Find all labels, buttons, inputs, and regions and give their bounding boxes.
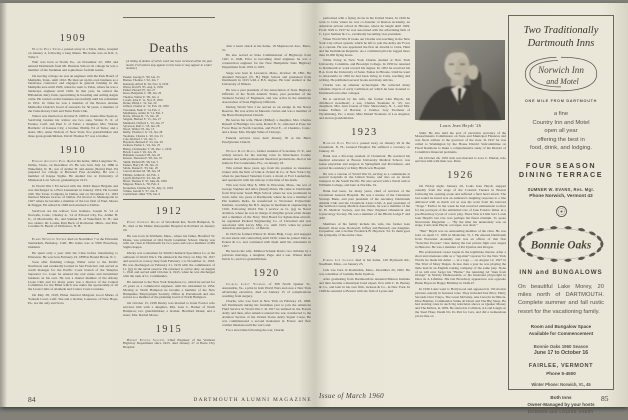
obit-text: He was a veteran of World War II, serving as a commander at several hospitals in the United States, and also on an attack transport in the South Pacific. He also served with a Naval unit at Williams College, and later at Norfolk, Va. — [319, 171, 410, 188]
obit-text: died at his home, 3404 Longview St., Dallas, Texas, on December 23. He was born July 14, 1886 at Wakefield, N. H., son of Arthur H. and Annie (Nairn) Paul. Ed prepared for college at Brewster Free Academy. He was a member of Kappa Sigma. He studied law at University of Minnesota Law School, graduating in 1913. — [28, 158, 118, 183]
ad-feature-line2: DINING TERRACE — [518, 170, 604, 180]
obit-text: He spent only a year with the Class before transferring to Princeton. He was born February 22, 1888 in Bound Brook, N. J. — [28, 250, 118, 259]
ad-both-inns: Both Inns — [550, 395, 572, 401]
death-list-entry: Enders, Harry H. '29, Jan. 21 — [123, 162, 159, 167]
obit-section-1920-cont — [319, 17, 410, 121]
obit-text: He returned to the New York Telephone Co. which he served for 25 years as a commercial engineer, until his retirement in 1954. Moving to North Hampton he became a member of the New Hampshire Employment Security Office in Portsmouth and also served as a member of the planning board of North Hampton. — [123, 279, 215, 300]
obit-paragraph — [123, 302, 215, 318]
norwich-logo-text-1: Norwich Inn — [538, 65, 584, 76]
obit-name: Walter Eule Thomas — [32, 47, 64, 51]
obit-text: During World War I he served as an ensign in the Naval Reserve. He was active in Masonic circles and was a member of the Barre Presbyterian Church. — [222, 105, 311, 117]
obit-paragraph — [222, 137, 311, 145]
obit-section-1924-cont — [415, 132, 506, 165]
obit-paragraph — [319, 17, 410, 37]
ad-description-line: a fine — [553, 111, 569, 117]
obit-paragraph — [222, 250, 311, 262]
left-column-2 — [123, 17, 215, 394]
obit-section-1915-davis — [222, 150, 311, 262]
obit-text: Hank had been, for many years, chief of services of the Claremont General Hospital. He was a trustee of the Claremont Savings Bank, and past president of the Ascutney Dartmouth Alumni Club and the Claremont Lions Club. A past president of the Sullivan County Medical Association, he was a member of the N. H. Medical Society, and the New England Obstetrical and Gynecology Society. He was a member of the Hiram Lodge F and AM. — [319, 188, 410, 221]
ad-feature-line1: FOUR SEASON — [525, 160, 597, 170]
obit-paragraph — [319, 142, 410, 154]
death-list-entry: Heydt, Louis J. '26, Jan. 29 — [123, 149, 157, 154]
obit-paragraph — [123, 252, 215, 279]
obit-text: Walter was married on October 8, 1909 to Jeanie Mae Spencer. Surviving besides his widow are two sons, Walter E. Jr. of Eureka, Calif. and Paul S. of Tulsa; a daughter, Mrs. Warren Bartholic of Kansas City; a brother, Phillip '04 of Tulsa; and a sister, Mrs. Anna Nichols of New York; five grandchildren and three great-grandchildren. David Thomas '07 was a brother. — [28, 114, 118, 138]
obit-text: His professional career began in the legitimate theatre. After a short and strenuous stint as a “leg-man” reporter for the New York World, he made his debut — in a toga — on August 12, 1927 in The Trial of Mary Dugan. In less than a year he was playing the male lead in an English touring company of the same play. None of us will ever forget his “Home,” the returning GI “man from Orange” in Strictly Dishonorable, or his frustrated playwright in Once In A Lifetime. His last Broadway appearance was opposite Helen Hayes in Happy Birthday in 1946-47. — [415, 250, 506, 286]
divider — [123, 199, 215, 200]
obit-text: While living in New York Charlie studied at New York University, Columbia, and Brooklyn College. In 1950 he returned to Dartmouth to work toward his degree. In 1952 he received his B.A. from the University of Santo Tomas in Havana. Until he went to Alexandria in 1956 he had been living in Cuba, teaching and writing. He published several books and many articles. — [319, 58, 410, 82]
obit-text: He is survived by his wife, the former Lilia Huyck, his childhood sweetheart; a son, Charles Yeomans Jr. '45; two daughters, Mrs. Jean Cuesta of New Shrewsbury, N. J., and Mrs. Janine Enfiere of Havana; a brother, Guy Yeomans of Wyomissing, Pa.; a sister, Miss Muriel Yeomans of Los Angeles; and eleven grandchildren. — [319, 96, 410, 121]
obit-text: passed away on January 29 in the Claremont, N. H., General Hospital. He suffered a coronary on January 19. — [319, 141, 410, 153]
class-year-heading-1924: 1924 — [351, 244, 378, 256]
ad-season-label: Bonnie Oaks 1960 Season — [533, 343, 589, 349]
ad-title-line2: Dartmouth Inns — [527, 38, 595, 49]
death-list-entry: Stride, Duane E. '33, Jan. 18 — [123, 166, 158, 171]
class-year-heading-1915: 1915 — [155, 323, 183, 335]
left-column-1 — [28, 33, 118, 393]
obit-paragraph — [222, 329, 311, 333]
obit-section-1920 — [222, 283, 311, 333]
obit-paragraph — [319, 84, 410, 96]
deaths-note: [A listing of deaths of which word has been received within the past month. Full notices may appear in this issue or may appear in a later number.] — [126, 59, 212, 71]
obit-text: Stahr. He also held the post of executive secretary of the Massachusetts Commission on State and Municipal Finances and was fiscal adviser to the governor of the state. In 1947 he was called to Washington by the House District Subcommittee on Fiscal Relations to make a comprehensive study of the District of Columbia's financial problems. — [415, 130, 506, 155]
obit-paragraph — [415, 288, 506, 319]
obit-paragraph — [28, 261, 118, 292]
obit-section-1912 — [123, 221, 215, 317]
obit-paragraph — [222, 283, 311, 299]
obit-section-1910b — [28, 238, 118, 305]
ad-season-dates: June 17 to October 16 — [533, 350, 589, 357]
photo-caption: Louis Jean Heydt '26 — [439, 122, 482, 128]
obit-paragraph — [319, 223, 410, 239]
death-list-entry: Syverson, Rolf C. '18, Jan. 28 — [123, 123, 160, 128]
death-list-entry: Carroll, Robert M. '38, Jan. 18 — [123, 169, 161, 174]
ad-body-text: On beautiful Lake Morey, 20 miles north of DARTMOUTH. Complete summer and fall rustic resort for the vacationing family. — [518, 283, 604, 315]
obit-text: Win retired three years ago from his position as insurance broker with the firm of John A. Eckert & Co. of New York City, when he purchased Venetian Court, a motel at Fort Lauderdale, and operated it with his wife up to the time of his death. — [222, 166, 311, 182]
obit-paragraph — [319, 259, 410, 267]
obit-paragraph — [123, 281, 215, 301]
death-list-entry: Smith, Richard H. '28, Jan. 5 — [123, 159, 159, 164]
ad-title-line1: Two Traditionally — [523, 25, 599, 36]
obit-paragraph — [28, 252, 118, 260]
obit-paragraph — [415, 157, 506, 165]
ad-feature — [509, 161, 613, 180]
obit-paragraph — [319, 98, 410, 121]
death-list-entry: Lovell, John P. '11, Nov. 8, 1959 — [123, 97, 163, 102]
issue-footer: Issue of March 1960 — [319, 392, 385, 400]
obit-text: He leaves his wife, Hazel (Miller); a daughter, Mrs. Charles Russell of Hastings; two sons, Robert E. Jr., stationed at Pope Air Force Base in North Carolina, and Fred E., of Cheshire, Conn.; and a sister, Mrs. Dwight Stiles of Chicago. — [222, 118, 311, 135]
obit-text: Sarge was born in Lawrence, Mass., October 18, 1891. He attended Newport (N. H.) High School and graduated from Dartmouth in 1915 with a B.S. degree. He later studied at the University of Illinois. — [222, 70, 311, 87]
obit-paragraph — [28, 294, 118, 306]
death-list-entry: Yeomans, Charles L. '20, Jan. 15 — [123, 133, 163, 138]
obit-paragraph — [415, 185, 506, 228]
death-list-entry: Oliver, Karl H. '05, Aug. 9, 1959 — [123, 84, 163, 89]
death-list-entry: Haydock, Bernard P. '23, Jan. 29 — [123, 140, 163, 145]
obit-paragraph — [222, 89, 311, 105]
obit-text: after a heart attack at his home, 18 Maplewood Ave., Barre, Vt. — [222, 44, 311, 52]
obit-name: Hubert Eugene Sargent — [127, 337, 165, 342]
class-year-heading-1910: 1910 — [59, 144, 87, 156]
obit-paragraph — [222, 167, 311, 183]
ad-owner-managed: Owner-Managed by your hosts — [527, 401, 595, 407]
obit-text: Survivors are his widow; four brothers, Joseph N. '12 of Norwalk, Conn., Chesley A. '14 of Elwood City, Pa., Arthur H. Jr., of Morrisville, Pa., and Samuel H. of Wakefield, N. H.; and two sisters, Dr. Louise Paul Beck of Rochester, Minn., and Mrs. Caroline N. Beach of Wolfeboro, N. H. — [28, 208, 118, 229]
obit-paragraph — [222, 233, 311, 249]
ad-description-line: offering the best in — [537, 136, 585, 143]
obit-text: He was a past president of the Association of State Highway Officials of the North Atlantic States, past president of the Vermont Society of Engineers, and was active in the American Association of State Highway Officials. — [222, 87, 311, 104]
class-year-heading-1909: 1909 — [59, 33, 87, 44]
obit-paragraph — [415, 230, 506, 250]
obit-section-1909 — [28, 48, 118, 139]
obit-paragraph — [28, 48, 118, 60]
obit-paragraph — [222, 45, 311, 53]
obit-text: “Ben” Heydt was an outstanding member of the class. He was born on April 17, 1905 in Montclair, N. J. He entered Dartmouth from Worcester Academy and was an officer of that first “Selective Process” class during the last picture fight ever staged in Hanover. He was a member of Psi Upsilon and Dragon. — [415, 228, 506, 249]
obit-paragraph — [415, 251, 506, 286]
obit-text: Jack was born in Roslindale, Mass., December 20, 1902. He was a member of Gamma Delta Upsilon. — [319, 267, 410, 276]
obit-paragraph — [222, 300, 311, 327]
class-year-heading-1912: 1912 — [155, 206, 183, 218]
death-list-entry: Magoon, Bruce A. '50, Feb. 4 — [123, 182, 160, 187]
obit-paragraph — [222, 72, 311, 88]
death-list-entry: Gilbert, Chester A. '12, Feb. 24, 1959 — [123, 104, 169, 109]
obit-text: For a short time following the war, Charlie — [226, 328, 285, 332]
ad-hosts: DOREEN and LOUISE AVERY — [527, 408, 595, 414]
obit-name: Winsor Rand Davis — [226, 149, 255, 153]
magazine-spread — [0, 3, 628, 414]
death-list-entry: Schine, Gerald S. '57, Jan. 8 — [123, 188, 158, 193]
obit-paragraph — [319, 38, 410, 58]
obit-text: When World War II broke out Charlie was teaching in the New York City school system, which he left to join the Army Air Force as a captain. He was appointed the first air attaché to Cuba, Haiti and the Dominican Republic. As a command pilot he logged more than 10,000 flying hours. — [319, 37, 410, 57]
obit-text: On Friday night, January 29, Louis Jean Heydt, stepped casually from the stage of the Colonial Theatre in Boston following his opening scene and suffered a fatal heart attack. The last sound he heard was an audience's laughing response to a line delivered with as much wit as was his wont from his beloved “Stage.” Earlier in the week he had received enthusiastic notices for his portrayal of the embattled role of Jane Fonda's father in a pre-Broadway tryout of a new play, There Was A Little Girl. Louis Jean Heydt's last role was perhaps his finest triumph. To quote Newsweek Magazine — “By the time his understudy was on stage, Louis Jean Heydt, a trouper, was dead.” — [415, 184, 506, 228]
ad-title — [509, 24, 613, 50]
ad-tagline: ONE MILE FROM DARTMOUTH — [524, 99, 598, 103]
obit-text: In 1925 he formed Winsor R. Davis Bldg. Corp. and engaged in real estate and contracting until 1930, when he joined John A. Eckert & Co. and continued with them until his retirement in 1957. — [222, 231, 311, 248]
obit-text: Charlie was an amateur archeologist. He collected many valuable objects of early Caribbean art which he later donated to Dartmouth and other colleges. — [319, 83, 410, 96]
obit-paragraph — [415, 132, 506, 155]
obit-text: On October 26, 1935 Jack was married to Lora C. Phelan, who survives him with their son, Peter. — [415, 155, 506, 164]
obit-text: Charlie, who was born in New York on February 23, 1898, left Dartmouth during his freshman year to join the American Field Service in World War I. In 1917 he enlisted in the French Army and then, after America entered the war, transferred to the Aviation Section of the United States Army Signal Corps. He was commissioned a second lieutenant in France and flew combat missions until the war's end. — [222, 299, 311, 327]
obit-paragraph — [319, 155, 410, 171]
bonnie-oaks-wreath-logo — [511, 224, 611, 264]
magazine-footer: DARTMOUTH ALUMNI MAGAZINE — [193, 397, 312, 403]
death-list-entry: Lynch, Richard D. '43, Jan. 20 — [123, 175, 161, 180]
death-list-entry: Davis, Winsor R. '15, Jan. 18 — [123, 114, 159, 119]
left-column-3 — [222, 45, 311, 394]
obit-text: Win was born May 8, 1892 in Worcester, Mass., the son of George Stephen and Alice (Reed) Davis. He came to Dartmouth from Worcester South High School where he was prominent in track. After two years at Dartmouth, where he was a member of Phi Gamma Delta, he transferred to Worcester Polytechnic Institute, receiving his B.S. degree in mechanical engineering in 1916. Following World War I service as Lt. (jg) in Naval Aviation, where he was in charge of dirigible power plant design and a member of the Navy Trial Board for lighter-than-aircraft, he organized Packard Engineering Co. of Cleveland and was associated with Lavey Mfg. Co. until 1923, when he joined American Autoparts Co. of Detroit. — [222, 183, 311, 231]
death-list-entry: Kennedy, Alfred R. '02, Nov. 9, 1959 — [123, 81, 169, 86]
death-list-entry: Bailey, Christopher T. '26, Dec. 1, 1959 — [123, 146, 172, 151]
obit-name: Philip Jennison Drake — [127, 220, 160, 225]
bonnie-oaks-logo-text: Bonnie Oaks — [530, 239, 592, 252]
obit-text: After graduating from Dartmouth he attended Babson Institute and then became a municipal bond expert, first with C. D. Barney & Co., and later in his own firm, Jackson & Co., in New York. In 1948 he returned to Boston with the firm of Lyons and — [319, 277, 410, 293]
obit-name: Edward Augustus Paul — [32, 158, 66, 163]
page-number-left: 84 — [28, 395, 36, 404]
death-list-entry: Drake, Philip J. '12, Jan. 20 — [123, 101, 157, 106]
ad-space-note — [509, 323, 613, 338]
obit-text: passed away in a Tulsa, Okla., hospital on January 4, following a long illness. His home was on R.R. 2, Tulsa 5. — [28, 47, 118, 59]
obit-paragraph — [319, 269, 410, 277]
death-list-entry: Cole, Richard J. '22, Jan. 5 — [123, 136, 156, 141]
ad-subtitle: INN and BUNGALOWS — [519, 268, 603, 276]
ad-description — [509, 110, 613, 153]
death-list-entry: Reilly, Thomas J. Jr. '19, Jan. 28 — [123, 130, 163, 135]
obit-text: He was born in Waltham, Mass., where his father, Bradford W. Drake, was principal of Old North Grammar School. Ducky was with our class at Dartmouth for two years and was a member of Phi Sigma Kappa. — [123, 233, 215, 250]
ad-description-line: open all year — [544, 128, 578, 135]
obit-text: In 1936 Louis went to Hollywood and appeared in 150 motion pictures, usually in featured roles. They included Test Pilot, Thirty Seconds Over Tokyo, The Great McGinty, Abe Lincoln In Illinois, Dive Bomber, Commandos Strike At Dawn and The Big Sleep. He had starring roles in such big television shows as Quaker Money and The Killers, in 1959. He starred in Collision, A Loud Laugh on the Steel Hour, Death Do Us Part for Lux, and did a tremendous job in One on — [415, 286, 507, 319]
death-list-entry: Barnes, Thomas J. '02, Jan. 7 — [123, 78, 159, 83]
norwich-logo-text-2: and Motel — [546, 76, 579, 86]
obit-text: died on November 7 at the Elleventh Sanitarium, Berkeley, Calif. His home was at 5500 Broadway, Oakland. — [28, 237, 118, 250]
obit-text: In World War I Ed served with the 163rd Depot Brigade and was discharged as a First Lieutenant in January 1919. He located with The Texas Company in Dallas and on November 21, 1923 married Marian Graves of Dallas. Ed moved to Minneapolis in 1927 where he became a member of the law firm of Paul, Moore & Dugger. He retired in 1948 and returned to Dallas. — [28, 183, 118, 208]
obit-paragraph — [28, 238, 118, 250]
obit-text: Members of his family include his wife, the former Jean Russell; three sons, Rockwell, Jeffrey and Bernard; one daughter, Jacqueline; and a brother Frederick B. Haydock '34. To them goes the sympathy of the entire class. — [319, 221, 410, 238]
class-year-heading-1923: 1923 — [351, 127, 378, 139]
obit-paragraph — [222, 54, 311, 70]
obit-paragraph — [222, 106, 311, 118]
ad-description-line: food, drink, and lodging. — [530, 145, 592, 152]
ad-location: FAIRLEE, VERMONT — [528, 363, 594, 370]
inn-seal-icon — [555, 205, 568, 218]
obit-name: Charles Leroy Yeomans — [226, 281, 266, 286]
obit-paragraph — [28, 75, 118, 114]
class-year-heading-1926: 1926 — [447, 170, 474, 182]
obit-text: Hank was a life-long resident of Claremont. He received his medical education at Boston University Medical School, was house physician and surgeon in Springfield and Providence, and served his residency at Mary Hitchcock Hospital. — [319, 154, 410, 171]
obit-text: of 308 North Quaker St., Alexandria, Va., a pilot in both World Wars and once a New York advertising executive, died on January 15 of complications resulting from surgery. — [222, 281, 311, 298]
obit-text: Soon after finishing college, Elmer went to the Pacific Northwest and eventually located in San Francisco and served as credit manager for the Pacific Coast branch of the Sharples Separator Co. Later he entered the real estate and investment business on his own. He was a charter member of the Albany Lions Club and for many years was a director of the Central Committee for the Blind which was under the sponsorship of all the Lions Clubs of Alameda and Contra Costa Counties. — [28, 260, 118, 292]
obit-section-1924 — [319, 259, 410, 293]
divider — [123, 17, 215, 18]
obit-paragraph — [319, 278, 410, 294]
page-number-right: 85 — [601, 394, 609, 403]
death-list-entry: Wood, Walter '18, Jan. 15 — [123, 127, 155, 132]
obit-text: , former resident of Scarsdale, N. Y., and widely known for his starring roles in Westchester County amateur and semi-professional theatrical productions, died at his home in Fort Lauderdale, Fla., on January 18. — [222, 149, 311, 165]
death-list-entry: Maddalena, Arthur D. '14, Feb. 5 — [123, 110, 164, 115]
obit-section-1926 — [415, 185, 506, 319]
obit-text: Funeral services were held January 30 at the Barre Presbyterian Church. — [222, 135, 311, 144]
obit-text: He leaves his wife, Mildred Schenk Davis; two children by a previous marriage, a daughter, Page, and a son, Winsor Reed Davis Jr.; and two grandchildren. — [222, 249, 311, 261]
obit-paragraph — [28, 185, 118, 208]
obit-text: On leaving college, he was an engineer with the Park Board of Memphis, Tenn., until 1912. He then set up his own business as a landscape contractor and engaged in general farming in the Memphis area until 1920, when he went to Tulsa, where he was a landscape engineer until 1926. In that year, he started the Hillandale dairy farm, specializing in breeding and selling Angus cattle. He carried on this business successfully until his retirement in 1951. In Tulsa he was a member of the Boston Avenue Methodist Church's board of stewards for 36 years, a member of the Tulsa Rotary Club and Tulsa Farm Club. — [28, 73, 118, 113]
divider — [47, 233, 99, 234]
death-list-entry: Hurst, Thomas P. '47, June 29, 1959 — [123, 179, 167, 184]
death-list-entry: Bohunek, Leonard '28, Jan. 25 — [123, 153, 161, 158]
right-column-1 — [319, 17, 410, 394]
obit-text: performed with a flying circus in the United States. In 1920 he went to Cuba where he was co-founder of Ruston Academy, an American private school in Havana, where he taught until 1929. From 1929 to 1937 he was associated with the advertising firm of C. Lyon Sumner & Co., eventually becoming vice-president. — [319, 16, 410, 36]
obit-text: of Woodland Rd., North Hampton, N. H., died at the Maine Osteopathic Hospital in Portland on January 20. — [123, 220, 216, 233]
obit-text: died at his home, 126 Plymouth Rd., Needham, Mass., on January 25. — [319, 258, 410, 267]
obit-paragraph — [222, 184, 311, 231]
obit-paragraph — [123, 221, 215, 233]
obit-section-1915 — [123, 339, 215, 351]
ad-location-phone: Phone 5-4500 — [546, 371, 576, 377]
obit-paragraph — [28, 61, 118, 73]
class-year-heading-1920: 1920 — [253, 267, 280, 279]
death-list-entry: Kornelsen, Charles M. '55, July 11, 1959 — [123, 185, 173, 190]
obit-paragraph — [123, 339, 215, 351]
death-list-entry: Pender, George E. '99, Jan. 25 — [123, 75, 160, 80]
obituary-photo — [415, 40, 505, 120]
obit-text: Ducky was a salesman for Smith Chemical Specialties Co. at the outbreak of World War I. He enlisted in the Navy on May 30, 1917 and served on convoy duty from February 1 to November 11, 1918. He was discharged on February 21, 1919 with the commission of Lt. (jg) in the naval reserve. He returned to active duty on August 1, 1941 and served until October 4, 1945, when he was discharged with the rank of Lt. Commander. — [123, 250, 215, 279]
deaths-heading: Deaths — [149, 41, 189, 55]
obit-paragraph — [319, 173, 410, 189]
death-list-entry: Meinhold, Clifford L. '16, Jan. 27 — [123, 120, 165, 125]
death-list-entry: Knox, Benjamin C. '08, Jan. 26 — [123, 91, 162, 96]
norwich-inn-logo — [513, 55, 609, 93]
ad-phone: Phone Norwich, Vermont 43 — [529, 193, 593, 199]
death-list-entry: Trevanian, Nash V. '14, Feb. 2 — [123, 107, 160, 112]
death-list-entry: Sargent, Herbert E. '15, Jan. 27 — [123, 117, 161, 122]
deaths-list — [123, 76, 215, 196]
portrait-photo-graphic — [415, 40, 505, 120]
obit-paragraph — [28, 115, 118, 138]
obit-section-1910 — [28, 160, 118, 230]
obit-text: On October 15, 1938 Ducky was married to Irene Fowler who survives him with a daughter, Mrs. Jean C. Barker of North Hampton; two grandchildren; a brother, Bradford Drake; and a sister, Mrs. Rachel Morse. — [123, 300, 215, 317]
obit-paragraph — [222, 119, 311, 135]
obit-section-1915-cont — [222, 45, 311, 144]
obit-paragraph — [123, 235, 215, 251]
death-list-entry: Carmichael, Omer '57h, Jan. 9 — [123, 192, 161, 197]
obit-paragraph — [28, 160, 118, 183]
death-list-entry: Phillips, Arthur K. '42, Feb. 1 — [123, 172, 160, 177]
ad-winter-phone: Winter Phone: Norwich, Vt., 45 — [531, 382, 591, 388]
obit-text: He also served as State Commissioner of Highways from 1941 to 1949. Prior to becoming chief engineer, he was a construction engineer for the New Hampshire State Highway Department from 1919 to 1925. — [222, 53, 311, 70]
obit-name: Elmer Winfield Snyder — [32, 237, 67, 242]
ad-manager: SUMNER W. EVANS, Res. Mgr. — [527, 186, 595, 192]
obit-paragraph — [319, 190, 410, 221]
obit-name: Barnard Paul Haydock — [323, 141, 359, 146]
obit-paragraph — [319, 59, 410, 82]
obit-text: Walt was born at North, Pa., on November 22, 1881 and entered Dartmouth from Mt. Hermon School. In college he was a member of the freshman and sophomore football teams. — [28, 60, 118, 73]
obit-text: On May 28, 1918, Elmer married Margaret Good Marks of Yolanda Court, Calif. She and a brother, Laurence, of New Hope, Pa., are the only survivors. — [28, 292, 118, 305]
right-column-2 — [415, 40, 506, 394]
death-list-entry: Parker, Harold '07, Jan. 27 — [123, 88, 156, 93]
death-list-entry: Jackson, Parker L. '24, Jan. 25 — [123, 143, 161, 148]
obit-paragraph — [222, 150, 311, 166]
obit-section-1923 — [319, 142, 410, 238]
obit-text: , Chief Engineer of the Vermont Highway Department since 1925, died January 27 at Barre City Hospital — [123, 337, 215, 350]
death-list-entry: Thomas, Walter E. '09, Jan. 4 — [123, 94, 159, 99]
obit-name: Parker Lee Jackson — [323, 258, 354, 263]
ad-space-line1: Room and Bungalow Space — [530, 323, 592, 329]
obit-paragraph — [28, 210, 118, 230]
ad-description-line: Country Inn and Motel — [532, 119, 590, 126]
death-list-entry: Kinson, Thornton P. '28, Jan. 10 — [123, 156, 163, 161]
ad-space-line2: Available for Commencement — [528, 331, 594, 337]
